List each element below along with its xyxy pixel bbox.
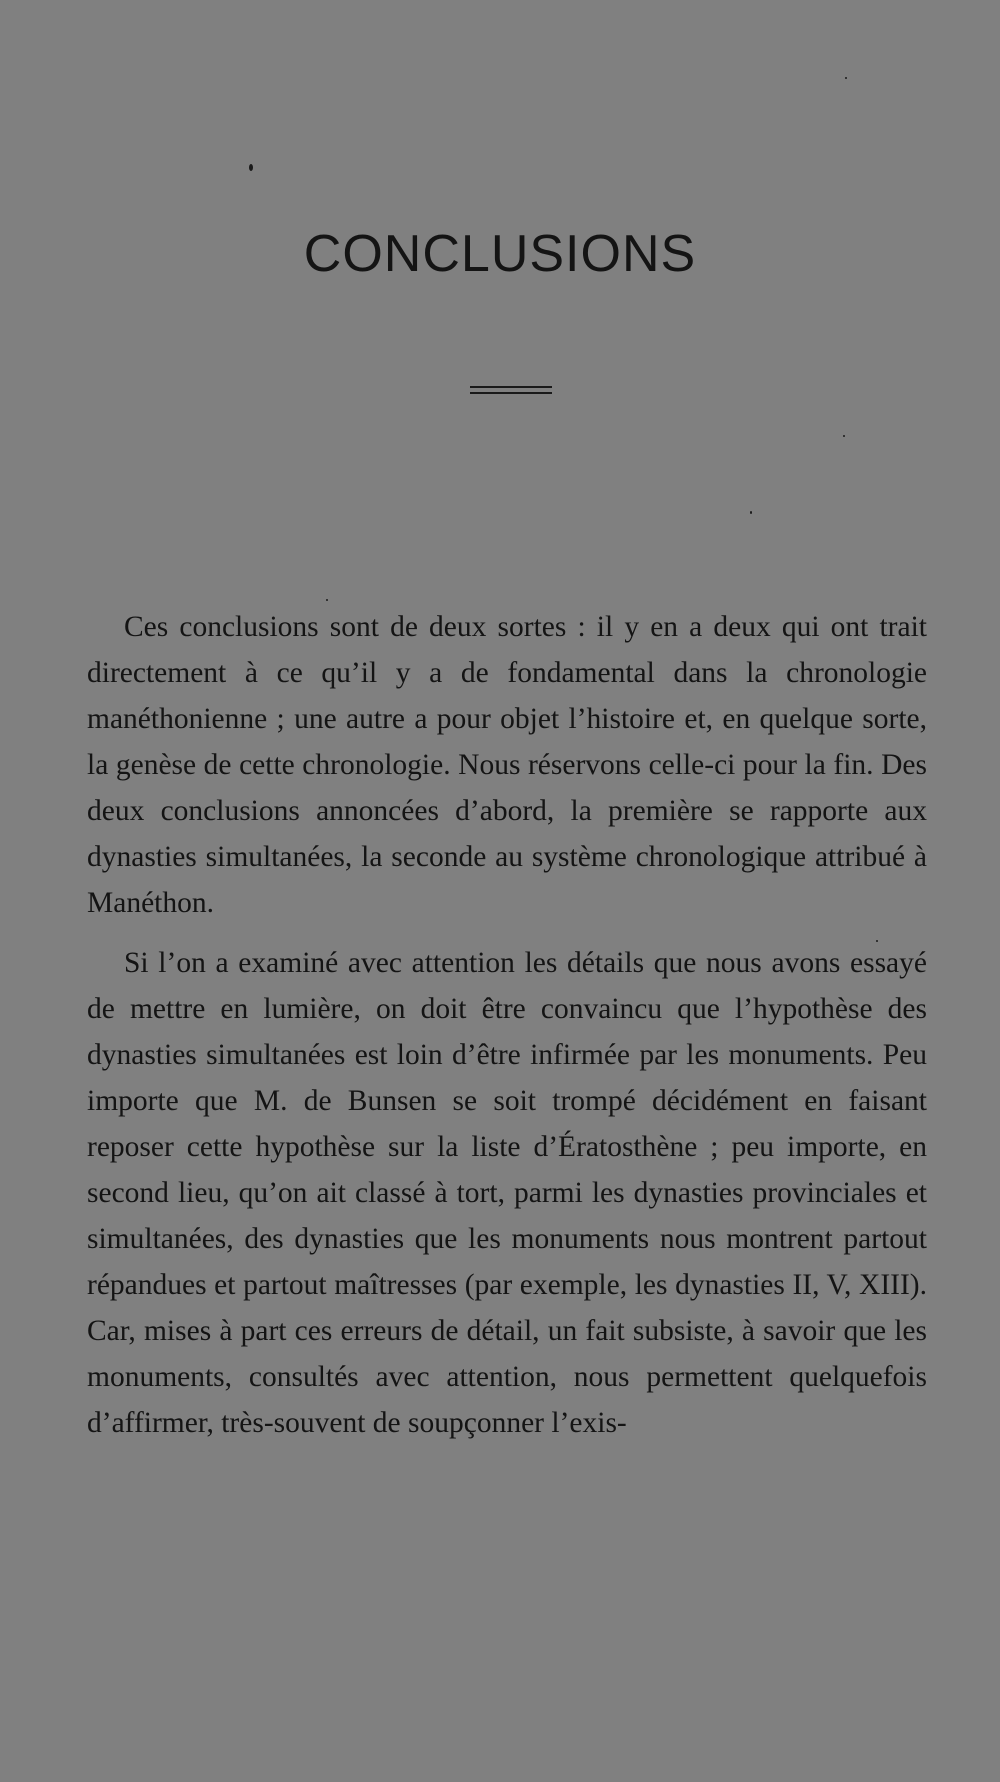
chapter-title: CONCLUSIONS — [303, 225, 697, 283]
ink-speck — [843, 435, 845, 437]
ink-speck — [750, 511, 752, 514]
ink-speck — [845, 77, 847, 79]
title-double-rule — [470, 386, 552, 394]
paragraph-1: Ces conclusions sont de deux sortes : il y en a deux qui ont trait directement à ce qu’il y a de fondamental dans la chronologie manéthonienne ; une autre a pour objet l’histoire et, en quelque sorte, la genèse de cette chronologie. Nous réservons celle-ci pour la fin. Des deux conclusions annoncées d’abord, la première se rapporte aux dynasties simultanées, la seconde au système chronologique attribué à Manéthon. — [87, 611, 927, 919]
ink-speck — [249, 164, 253, 171]
ink-speck — [326, 599, 328, 601]
body-text — [87, 604, 927, 1446]
paragraph-2: Si l’on a examiné avec attention les détails que nous avons essayé de mettre en lumière, on doit être convaincu que l’hypothèse des dynasties simultanées est loin d’être infirmée par les monuments. Peu importe que M. de Bunsen se soit trompé décidément en faisant reposer cette hypothèse sur la liste d’Ératosthène ; peu importe, en second lieu, qu’on ait classé à tort, parmi les dynasties provinciales et simultanées, des dynasties que les monuments nous montrent partout répandues et partout maîtresses (par exemple, les dynasties II, V, XIII). Car, mises à part ces erreurs de détail, un fait subsiste, à savoir que les monuments, consultés avec attention, nous permettent quelquefois d’affirmer, très-souvent de soupçonner l’exis- — [87, 947, 927, 1439]
